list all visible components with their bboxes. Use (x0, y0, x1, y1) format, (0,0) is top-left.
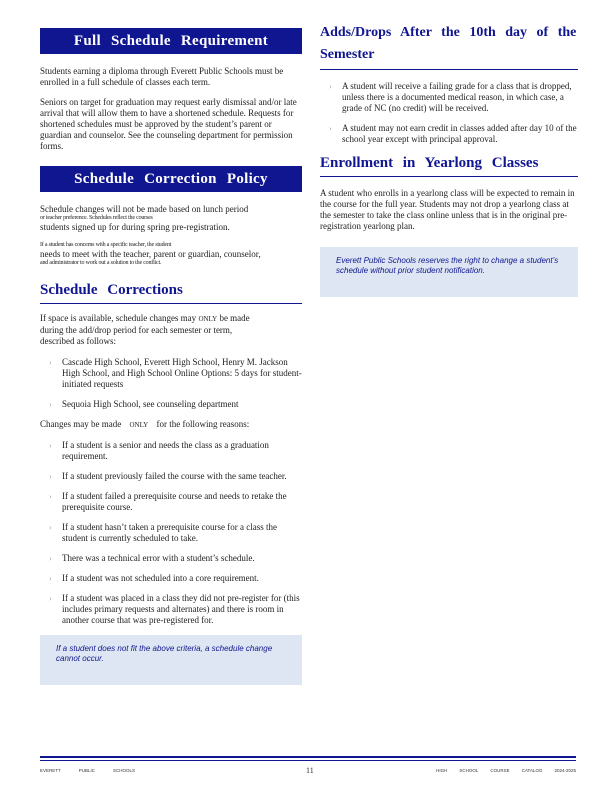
footer-rule-thin (40, 760, 576, 761)
list-item (320, 123, 578, 145)
bullet-icon: › (49, 472, 52, 481)
footer-right-word: HIGH (436, 768, 448, 773)
bullet-icon: › (49, 358, 52, 367)
list-item (40, 593, 302, 626)
list-item (40, 573, 302, 584)
corrections-note: If a student does not fit the above criteria, a schedule change cannot occur. (40, 635, 302, 685)
list-item-text: If a student failed a prerequisite course and needs to retake the prerequisite course. (62, 491, 287, 512)
correction-policy-line-2: or teacher preference. Schedules reflect the courses (40, 215, 153, 221)
schedule-corrections-title: Schedule Corrections (40, 281, 302, 304)
bullet-icon: › (329, 82, 332, 91)
reasons-intro-text-a: Changes may be made (40, 419, 122, 429)
list-item (40, 471, 302, 482)
footer-right-word: CATALOG (521, 768, 543, 773)
left-column (40, 28, 302, 685)
list-item-text: Sequoia High School, see counseling department (62, 399, 239, 409)
list-item-text: If a student is a senior and needs the class as a graduation requirement. (62, 440, 269, 461)
reasons-intro (40, 419, 302, 431)
correction-policy-line-5: needs to meet with the teacher, parent or guardian, counselor, (40, 249, 261, 259)
full-schedule-paragraph-2: Seniors on target for graduation may request early dismissal and/or late arrival that will allow them to have a shortened schedule. Requests for shortened schedules must be approved by the student’s parent or guardian and counselor. See the counseling department for permission forms. (40, 97, 297, 151)
correction-policy-line-1: Schedule changes will not be made based on lunch period (40, 204, 249, 214)
list-item (320, 81, 578, 114)
full-schedule-banner: Full Schedule Requirement (40, 28, 302, 54)
footer-right-word: COURSE (490, 768, 510, 773)
corrections-intro-text-b: be made during the add/drop period for each semester or term, described as follows: (40, 313, 250, 346)
full-schedule-paragraph-1: Students earning a diploma through Everett Public Schools must be enrolled in a full schedule of classes each term. (40, 66, 284, 87)
bullet-icon: › (49, 492, 52, 501)
correction-policy-banner: Schedule Correction Policy (40, 166, 302, 192)
list-item (40, 440, 302, 462)
list-item-text: There was a technical error with a student’s schedule. (62, 553, 255, 563)
correction-policy-line-3: students signed up for during spring pre-registration. (40, 222, 230, 232)
bullet-icon: › (49, 574, 52, 583)
corrections-intro-text-a: If space is available, schedule changes may (40, 313, 197, 323)
list-item-text: If a student was placed in a class they did not pre-register for (this includes primary requests and alternates) and there is room in another course that was pre-registered for. (62, 593, 300, 625)
list-item (40, 553, 302, 564)
correction-policy-line-4: If a student has concerns with a specific teacher, the student (40, 242, 172, 248)
adds-drops-list (320, 81, 578, 145)
list-item-text: If a student previously failed the course with the same teacher. (62, 471, 287, 481)
footer-rule (40, 756, 576, 758)
list-item-text: Cascade High School, Everett High School, Henry M. Jackson High School, and High School Online Options: 5 days for student-initiated requests (62, 357, 302, 389)
yearlong-title: Enrollment in Yearlong Classes (320, 154, 578, 177)
adds-drops-title: Adds/Drops After the 10th day of the Semester (320, 22, 578, 70)
reasons-intro-only: ONLY (129, 421, 149, 429)
list-item (40, 399, 302, 410)
bullet-icon: › (49, 554, 52, 563)
correction-policy-line-6: and administrator to work out a solution to the conflict. (40, 260, 162, 266)
footer-left (40, 768, 153, 773)
list-item-text: A student will receive a failing grade for a class that is dropped, unless there is a documented medical reason, in which case, a grade of NC (no credit) will be received. (342, 81, 572, 113)
bullet-icon: › (49, 523, 52, 532)
footer-right (424, 768, 576, 773)
bullet-icon: › (49, 400, 52, 409)
list-item (40, 357, 302, 390)
corrections-intro (40, 313, 255, 347)
reasons-list (40, 440, 302, 626)
footer-left-word: SCHOOLS (113, 768, 136, 773)
footer-left-word: EVERETT (40, 768, 61, 773)
rights-note: Everett Public Schools reserves the right to change a student’s schedule without prior student notification. (320, 247, 578, 297)
yearlong-paragraph: A student who enrolls in a yearlong class will be expected to remain in the course for the full year. Students may not drop a yearlong class at the semester to take the class online unless that is in the original pre-registration yearlong plan. (320, 188, 575, 231)
reasons-intro-text-b: for the following reasons: (156, 419, 250, 429)
list-item (40, 522, 302, 544)
list-item-text: If a student was not scheduled into a core requirement. (62, 573, 259, 583)
corrections-intro-only: ONLY (198, 315, 218, 323)
page-footer (40, 756, 576, 775)
list-item (40, 491, 302, 513)
footer-left-word: PUBLIC (78, 768, 96, 773)
footer-right-word: 2024-2025 (554, 768, 576, 773)
bullet-icon: › (49, 594, 52, 603)
footer-right-word: SCHOOL (459, 768, 479, 773)
list-item-text: If a student hasn’t taken a prerequisite course for a class the student is currently scheduled to take. (62, 522, 278, 543)
bullet-icon: › (329, 124, 332, 133)
right-column (320, 22, 578, 297)
bullet-icon: › (49, 441, 52, 450)
list-item-text: A student may not earn credit in classes added after day 10 of the school year except with principal approval. (342, 123, 577, 144)
page-number: 11 (306, 766, 314, 775)
schools-list (40, 357, 302, 410)
